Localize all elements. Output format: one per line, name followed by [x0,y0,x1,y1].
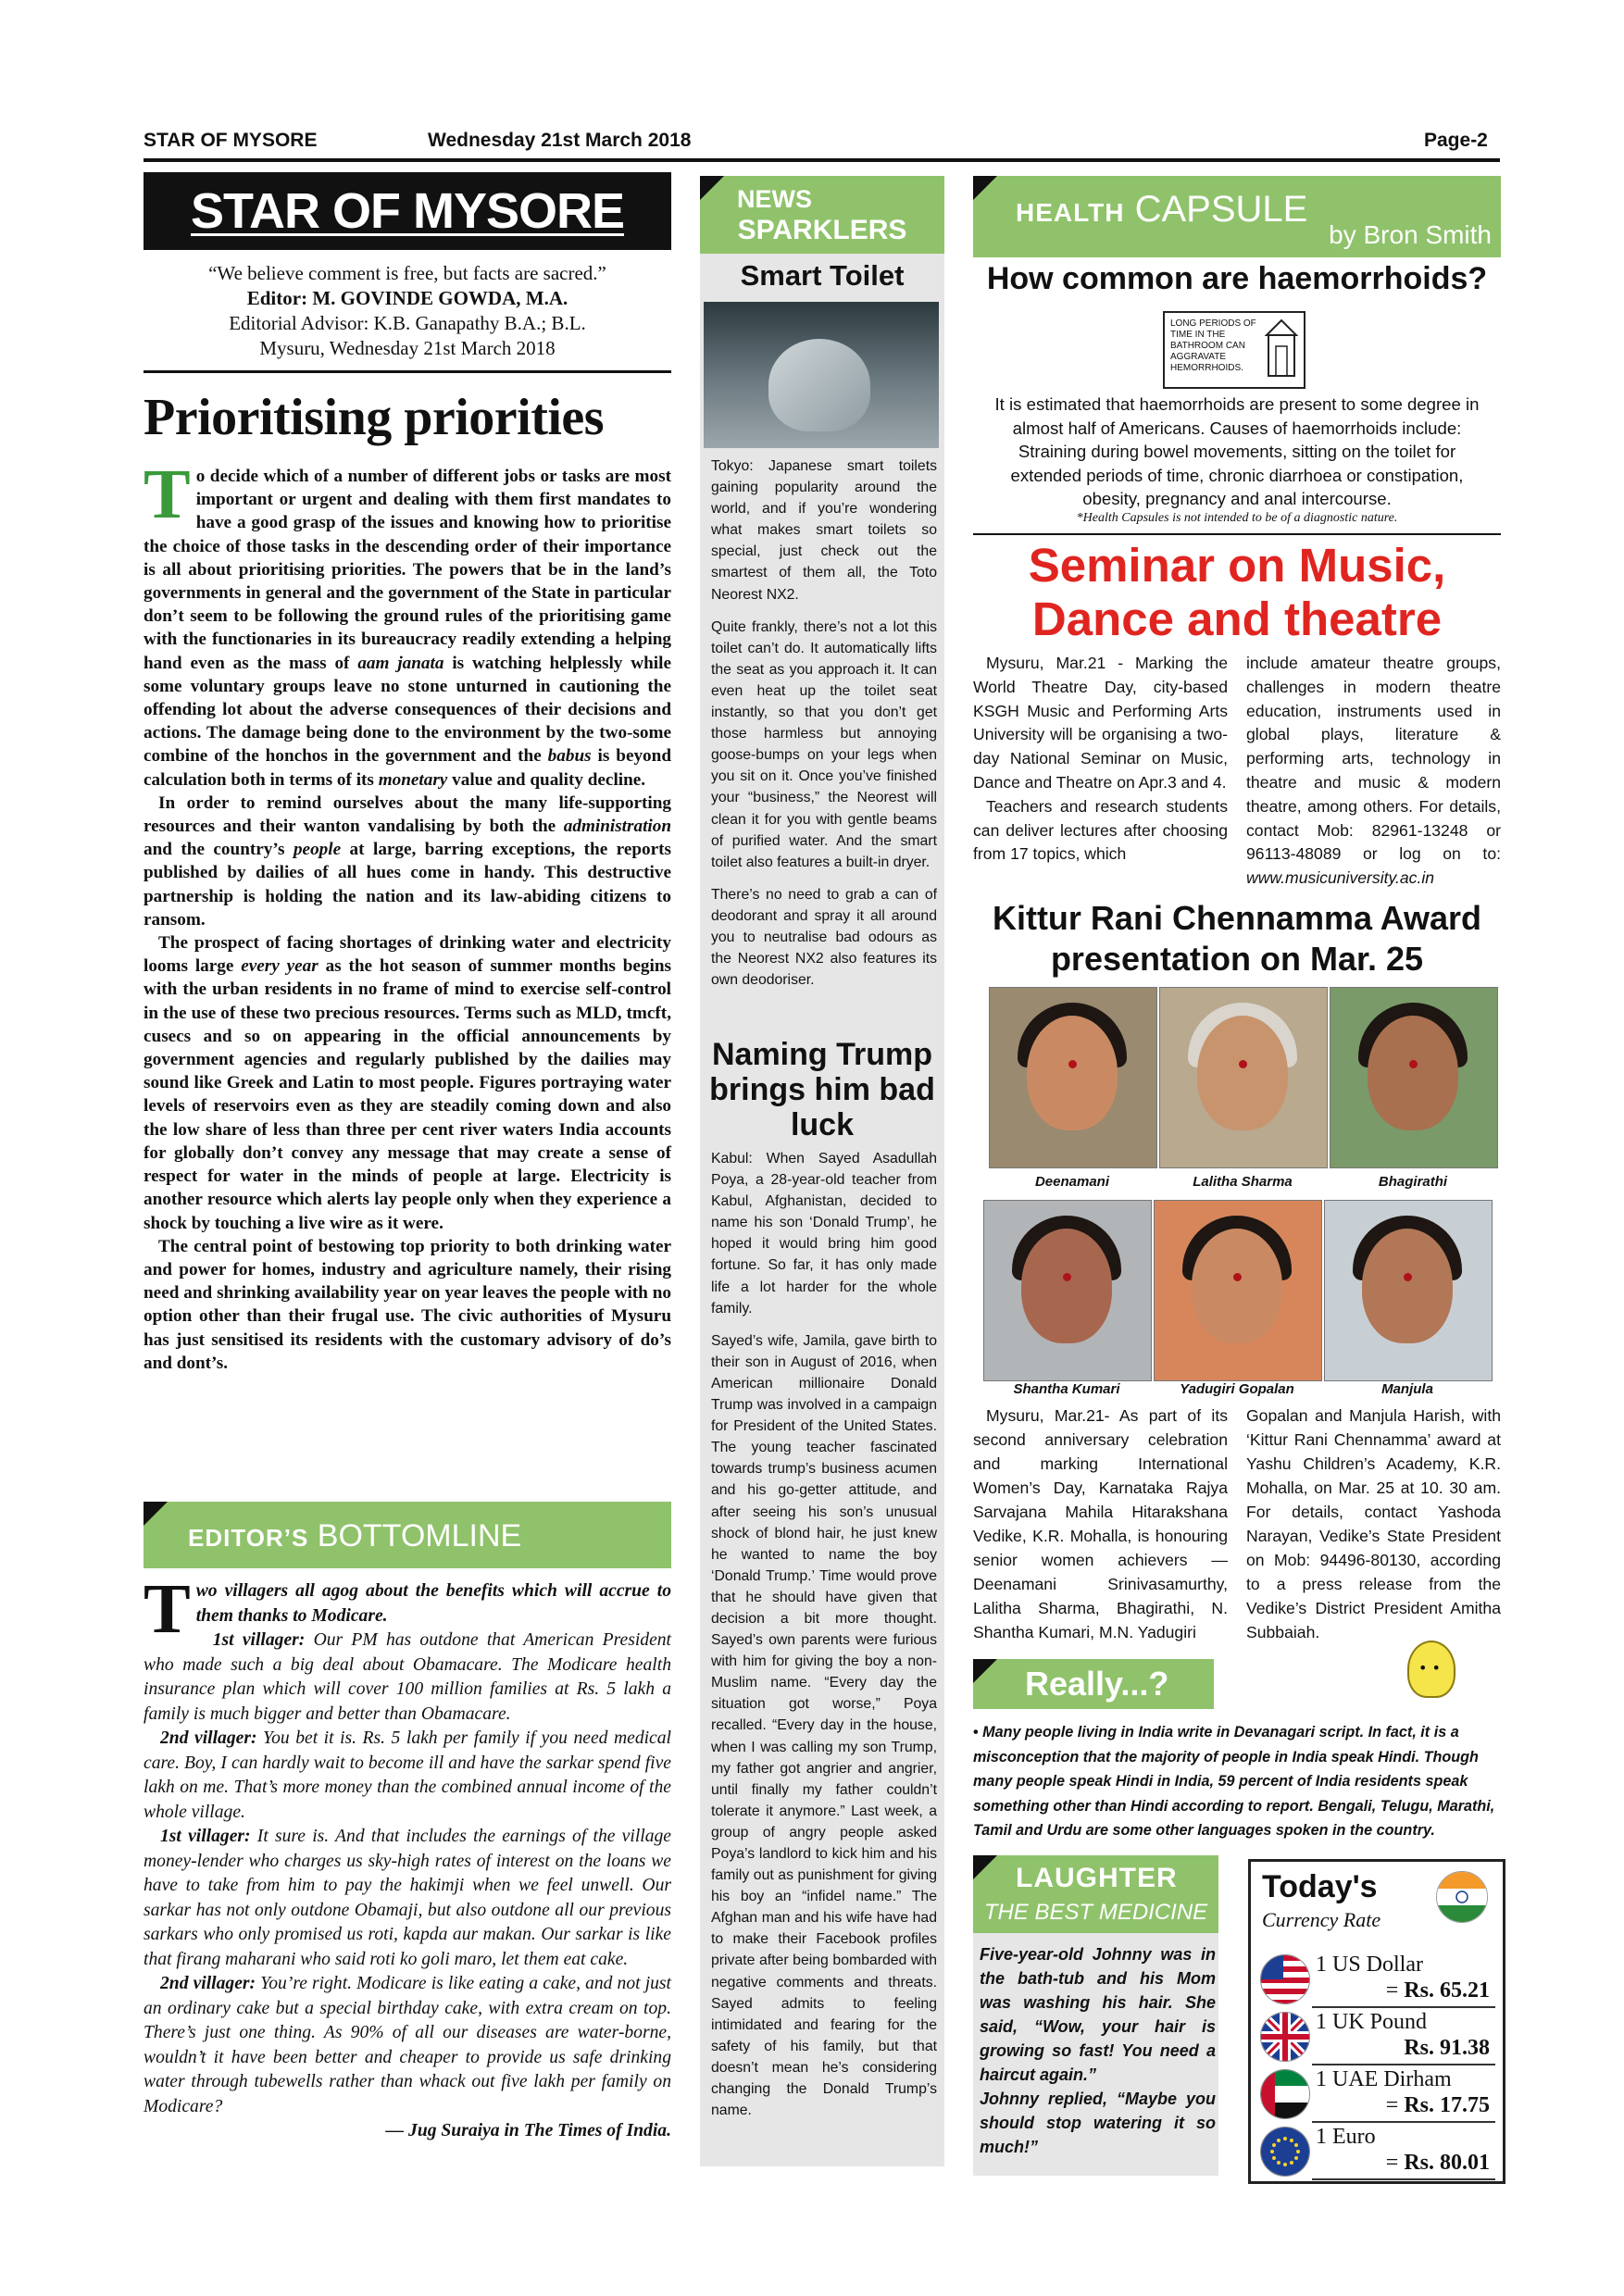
seminar-column-1 [973,652,1228,867]
article-paragraph: There’s no need to grab a can of deodorant and spray it all around you to neutralise bad odours as the Neorest NX2 also features its own deodoriser. [711,886,937,989]
bottomline-label-bold: EDITOR’S [188,1524,309,1552]
health-capsule-banner [973,176,1501,257]
face [1021,1229,1112,1343]
laughter-banner [973,1855,1218,1933]
bottomline-dropcap: T [144,1570,191,1648]
currency-rate [1386,2151,1490,2176]
currency-rate [1404,2036,1490,2061]
banner-corner [973,1855,997,1879]
currency-value: Rs. 65.21 [1404,1978,1490,2003]
bindi [1409,1060,1418,1068]
health-label-bold: HEALTH [1016,198,1125,227]
masthead-info [144,261,671,361]
face [1192,1229,1282,1343]
health-byline: by Bron Smith [1329,220,1492,249]
uk-flag-icon [1260,2012,1310,2062]
editorial-paragraph [144,931,671,1235]
face [1368,1016,1458,1130]
health-rule [973,533,1501,535]
editorial-text: and the country’s [144,840,294,860]
speaker: 2nd villager: [160,1974,256,1993]
dialogue-line [144,1727,671,1825]
speaker: 2nd villager: [160,1728,257,1748]
caption-yadugiri-gopalan: Yadugiri Gopalan [1180,1381,1294,1397]
us-flag-icon [1260,1954,1310,2004]
banner-corner [973,176,997,200]
seminar-column-2 [1246,652,1501,891]
masthead-advisor: Editorial Advisor: K.B. Ganapathy B.A.; B.L. [229,312,586,334]
editorial-paragraph: The central point of bestowing top priority to both drinking water and power for homes, industry and agriculture namely, their rising need and shrinking availability year on year leaves the people with no option other than their frugal use. The civic authorities of Mysuru has just sensitised its residents with the customary advisory of do’s and dont’s. [144,1236,671,1373]
seminar-link[interactable]: www.musicuniversity.ac.in [1246,868,1435,888]
bindi [1068,1060,1077,1068]
header-date: Wednesday 21st March 2018 [428,130,692,151]
award-column-1: Mysuru, Mar.21- As part of its second anniversary celebration and marking International Women’s Day, Karnataka Rajya Sarvajana Mahila Hitarakshana Vedike, K.R. Mohalla, is honouring senior women achievers — Deenamani Srinivasamurthy, Lalitha Sharma, Bhagirathi, N. Shantha Kumari, M.N. Yadugiri [973,1406,1228,1641]
banner-corner [973,1659,997,1683]
masthead-dateline: Mysuru, Wednesday 21st March 2018 [259,337,556,359]
bindi [1233,1273,1242,1281]
currency-value: Rs. 17.75 [1404,2093,1490,2117]
lightbulb-icon [1407,1641,1455,1698]
editorial-text: at large, barring exceptions, the reports published by dailies of all hues come in handy. This destructive partnership is holding the nation and its law-abiding citizens to ransom. [144,840,671,930]
article-paragraph: Tokyo: Japanese smart toilets gaining popularity around the world, and if you’re wondering what makes smart toilets so special, just check out the smartest of them all, the Toto Neorest NX2. [711,458,937,603]
dialogue-text: Our PM has outdone that American President who made such a big deal about Obamacare. The Modicare health insurance plan which will cover 100 million families at Rs. 5 lakh a family is much bigger and better than Obamacare. [144,1630,672,1724]
face [1197,1016,1288,1130]
seminar-text: include amateur theatre groups, challenges in modern theatre education, instruments used in global plays, literature & performing arts, technology in theatre and music & modern theatre, among others. For details, contact Mob: 82961-13248 or 96113-48089 or log on to: [1246,654,1501,864]
currency-name: 1 UAE Dirham [1316,2067,1452,2091]
dialogue-text: You’re right. Modicare is like eating a cake, and not just an ordinary cake but a special birthday cake, with extra cream on top. There’s just one thing. As 90% of all our diseases are water-borne, wouldn’t it have been better and cheaper to provide us safe drinking water through tubewells rather than whack out five lakh per family on Modicare? [144,1974,672,2116]
seminar-paragraph: Mysuru, Mar.21 - Marking the World Theatre Day, city-based KSGH Music and Performing Arts University will be organising a two-day National Seminar on Music, Dance and Theatre on Apr.3 and 4. [973,654,1228,792]
editorial-body [144,455,671,1375]
award-title: Kittur Rani Chennamma Award presentation on Mar. 25 [992,899,1482,978]
currency-row-usd [1256,1951,1495,2008]
bottomline-label [188,1518,521,1554]
currency-eq: = [1385,2093,1405,2117]
face [1362,1229,1453,1343]
smart-toilet-title: Smart Toilet [740,259,905,292]
editorial-paragraph [144,792,671,931]
bottomline-body [144,1570,672,2144]
bullet: • [973,1724,979,1741]
photo-shantha-kumari [983,1200,1152,1381]
article-paragraph: Quite frankly, there’s not a lot this toilet can’t do. It automatically lifts the seat as you approach it. It can even heat up the toilet seat instantly, so that you don’t get those harmless but annoying goose-bumps on your legs when you sit on it. Once you’ve finished your “business,” the Neorest will clean it for you with gentle beams of purified water. And the smart toilet also features a built-in dryer. [711,618,937,870]
india-flag-icon [1436,1871,1488,1923]
editorial-italic: every year [241,956,319,977]
editorial-text: as the hot season of summer months begins with the urban residents in no frame of mind to exercise self-control in the use of these two precious resources. Terms such as MLD, tmcft, cusecs and so on appearing in the official announcements by government agencies and regularly published by the dailies may sound like Greek and Latin to most people. Figures portraying water levels of reservoirs even as they are steadily coming down and also the low share of less than three per cent river waters India accounts for globally don’t convey any message that may create a sense of respect for water in the minds of people at large. Electricity is another resource which alerts lay people only when they experience a shock by touching a live wire as it were. [144,956,671,1233]
caption-deenamani: Deenamani [1034,1174,1110,1190]
sparklers-banner [700,176,944,254]
cartoon-caption: LONG PERIODS OF TIME IN THE BATHROOM CAN AGGRAVATE HEMORRHOIDS. [1170,318,1256,373]
currency-title: Today's [1262,1869,1378,1904]
bulb-face: • • [1418,1659,1441,1677]
photo-deenamani [989,987,1157,1168]
currency-name: 1 US Dollar [1316,1953,1423,1977]
really-title: Really...? [1025,1665,1169,1703]
photo-lalitha-sharma [1159,987,1328,1168]
currency-rate [1386,2093,1490,2118]
currency-row-eur [1256,2123,1495,2180]
face [1027,1016,1118,1130]
currency-subtitle: Currency Rate [1262,1908,1381,1931]
editorial-text: o decide which of a number of different jobs or tasks are most important or urgent and dealing with them first mandates to have a good grasp of the issues and knowing how to prioritise the choice of those tasks in the descending order of their importance is all about prioritising priorities. The powers that be in the land’s governments in general and the government of the State in particular don’t seem to be following the ground rules of the prioritising game with the functionaries in its bureaucracy readily extending a helping hand even as the mass of [144,467,671,673]
banner-corner [700,176,724,200]
health-title: How common are haemorrhoids? [986,261,1488,296]
laughter-body [980,1942,1216,2159]
really-body [973,1720,1501,1843]
dialogue-line [144,1825,671,1972]
caption-bhagirathi: Bhagirathi [1378,1174,1448,1190]
editorial-text: The prospect of facing shortages of drinking water and electricity looms large [144,933,671,977]
caption-shantha-kumari: Shantha Kumari [1013,1381,1120,1397]
speaker: 1st villager: [212,1630,306,1650]
bottomline-intro-text: wo villagers all agog about the benefits which will accrue to them thanks to Modicare. [195,1581,671,1626]
article-paragraph: Sayed’s wife, Jamila, gave birth to their son in August of 2016, when American millionaire Donald Trump was involved in a campaign for President of the United States. The young teacher fascinated towards trump’s business acumen and his go-getter attitude, and after seeing his son’s unusual shock of blond hair, he just knew he wanted to name the boy ‘Donald Trump.’ Time would prove that he should have given that decision a bit more thought. Sayed’s own parents were furious with him for giving the boy a non-Muslim name. “Every day the situation got worse,” Poya recalled. “Every day in the house, when I was calling my son Trump, my father got angrier and angrier, until finally my father couldn’t tolerate it anymore.” Last week, a group of angry people asked Poya’s landlord to kick him and his family out as punishment for giving his boy an “infidel name.” The Afghan man and his wife have had to make their Facebook profiles private after being bombarded with negative comments and threats. Sayed admits to feeling intimidated and fearing for the safety of his family, but that doesn’t mean he’s considering changing the Donald Trump’s name. [711,1332,937,2119]
header-rule [144,158,1500,162]
laughter-label-2: THE BEST MEDICINE [983,1900,1208,1925]
dialogue-text: You bet it is. Rs. 5 lakh per family if you need medical care. Boy, I can hardly wait to become ill and have the sarkar spend five lakh on me. That’s more money than the combined annual income of the whole village. [144,1728,671,1822]
laughter-label-1: LAUGHTER [1016,1863,1178,1893]
currency-name: 1 UK Pound [1316,2010,1428,2034]
health-capsule-label [1016,189,1307,231]
currency-rate [1386,1978,1490,2003]
toilet-shape [768,339,870,431]
currency-value: Rs. 80.01 [1404,2151,1490,2175]
bottomline-banner [144,1502,671,1568]
editorial-paragraph [144,455,671,792]
editorial-text: value and quality decline. [447,769,646,790]
really-banner [973,1659,1214,1709]
caption-manjula: Manjula [1381,1381,1433,1397]
sparklers-label-1: NEWS [737,185,812,213]
bindi [1239,1060,1247,1068]
uae-flag-icon [1260,2069,1310,2119]
bottomline-label-text: BOTTOMLINE [308,1518,522,1554]
bindi [1404,1273,1412,1281]
photo-bhagirathi [1330,987,1498,1168]
bottomline-signature: — Jug Suraiya in The Times of India. [385,2121,671,2140]
really-text: Many people living in India write in Devanagari script. In fact, it is a misconception that the majority of people in India speak Hindi. Though many people speak Hindi in India, 59 percent of India residents speak something other than Hindi according to report. Bengali, Telugu, Marathi, Tamil and Urdu are some other languages spoken in the country. [973,1724,1495,1839]
editorial-text: In order to remind ourselves about the many life-supporting resources and their wanton vandalising by both the [144,792,671,837]
editorial-italic: monetary [378,769,448,790]
award-column-2: Gopalan and Manjula Harish, with ‘Kittur Rani Chennamma’ award at Yashu Children’s Academy, K.R. Mohalla, on Mar. 25 at 10. 30 am. For details, contact Yashoda Narayan, Vedike’s State President on Mob: 94496-80130, according to a press release from the Vedike’s District President Amitha Subbaiah. [1246,1406,1501,1641]
header-paper-name: STAR OF MYSORE [144,130,318,151]
trump-body [711,1148,937,2132]
currency-row-gbp [1256,2008,1495,2065]
masthead-logo [144,172,671,250]
currency-eq: = [1385,1978,1405,2003]
masthead-motto: “We believe comment is free, but facts are sacred.” [208,262,606,284]
editorial-dropcap: T [144,455,191,533]
masthead-title: STAR OF MYSORE [190,183,625,239]
currency-row-aed [1256,2065,1495,2123]
currency-eq: = [1385,2151,1405,2175]
smart-toilet-body [711,455,937,1002]
smart-toilet-photo [704,302,939,448]
seminar-paragraph: Teachers and research students can deliver lectures after choosing from 17 topics, which [973,796,1228,864]
editorial-italic: people [293,840,342,860]
photo-manjula [1324,1200,1493,1381]
editorial-italic: administration [563,817,671,837]
editorial-text: is beyond calculation both in terms of its [144,746,671,790]
dialogue-line [144,1972,671,2119]
currency-name: 1 Euro [1316,2125,1376,2149]
health-label-text: CAPSULE [1124,189,1308,230]
article-paragraph: Kabul: When Sayed Asadullah Poya, a 28-year-old teacher from Kabul, Afghanistan, decided to name his son ‘Donald Trump’, he hoped it would bring him good fortune. So far, it has only made life a lot harder for the whole family. [711,1151,937,1316]
sparklers-label-2: SPARKLERS [737,215,907,245]
masthead-rule [144,370,671,373]
dialogue-text: It sure is. And that includes the earnings of the village money-lender who charges us sky-high rates of interest on the loans we have to take from him to pay the hakimji when we feel unwell. Our sarkar has not only outdone Obamaji, but also outdone all our previous sarkars who only promised us roti, kapda aur makan. Our sarkar is like that firang maharani who said roti ko goli maro, let them eat cake. [144,1827,671,1969]
editorial-text: is watching helplessly while some voluntary groups leave no stone unturned in cautioning the offending lot about the adverse consequences of their decisions and actions. The damage being done to the environment by the two-some combine of the honchos in the government and the [144,653,671,767]
bindi [1063,1273,1071,1281]
seminar-title: Seminar on Music, Dance and theatre [1028,539,1446,645]
dialogue-line [144,1628,671,1727]
health-body: It is estimated that haemorrhoids are present to some degree in almost half of Americans. Causes of haemorrhoids include: Straining during bowel movements, sitting on the toilet for extended periods of time, chronic diarrhoea or constipation, obesity, pregnancy and anal intercourse. [994,394,1480,508]
outhouse-icon [1263,318,1300,380]
caption-lalitha-sharma: Lalitha Sharma [1193,1174,1293,1190]
banner-corner [144,1502,168,1526]
eu-flag-icon [1260,2127,1310,2177]
health-cartoon [1163,311,1305,389]
joke-line: Five-year-old Johnny was in the bath-tub and his Mom was washing his hair. She said, “Wow, your hair is growing so fast! You need a haircut again.” [980,1945,1216,2084]
currency-box [1248,1859,1505,2184]
trump-title: Naming Trump brings him bad luck [709,1037,935,1142]
editorial-title: Prioritising priorities [144,389,605,446]
joke-line: Johnny replied, “Maybe you should stop watering it so much!” [980,2090,1216,2156]
editorial-italic: aam janata [357,653,444,673]
currency-rule [1312,2178,1495,2180]
currency-value: Rs. 91.38 [1404,2036,1490,2060]
editorial-italic: babus [547,746,592,767]
header-page-number: Page-2 [1424,130,1488,151]
masthead-editor: Editor: M. GOVINDE GOWDA, M.A. [246,287,568,309]
photo-yadugiri-gopalan [1154,1200,1322,1381]
health-disclaimer: *Health Capsules is not intended to be of a diagnostic nature. [1076,511,1398,525]
speaker: 1st villager: [160,1827,251,1846]
